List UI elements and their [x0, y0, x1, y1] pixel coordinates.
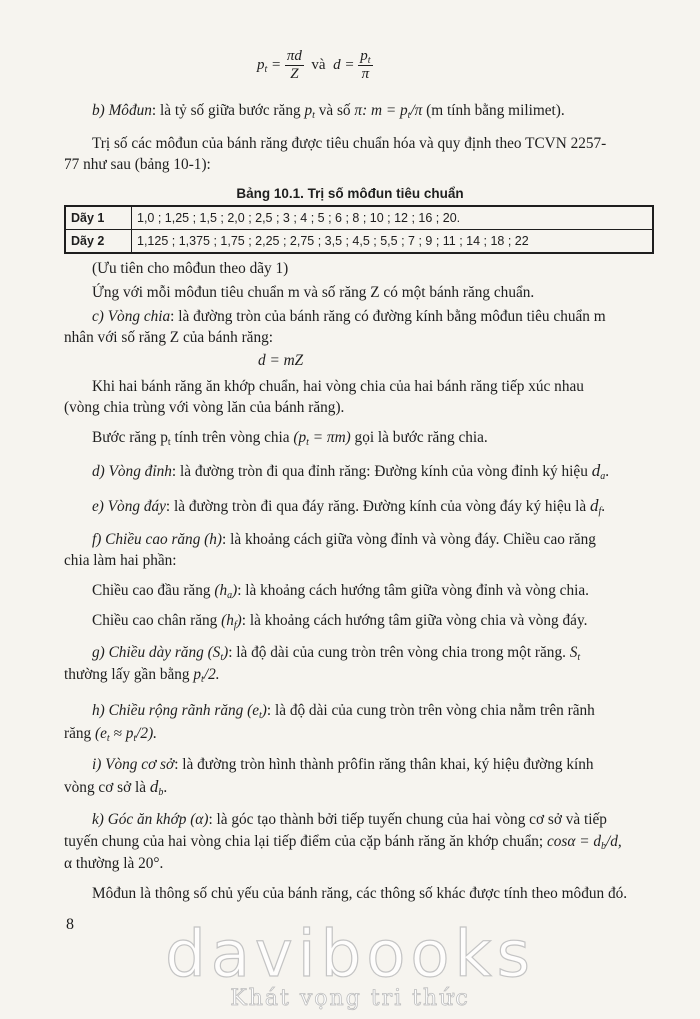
summary-line: Môđun là thông số chủ yếu của bánh răng, các thông số khác được tính theo môđun đó.	[92, 885, 628, 902]
intro-line-1: Trị số các môđun của bánh răng được tiêu chuẩn hóa và quy định theo TCVN 2257-	[92, 135, 607, 152]
para-c-line-2: nhân với số răng Z của bánh răng:	[64, 329, 274, 346]
table-row	[65, 206, 653, 230]
fraction-pi-d-over-z: $\frac{\pi d}{Z}$	[286, 48, 302, 82]
fraction-pt-over-pi: $\frac{p_t}{\pi}$	[360, 48, 371, 82]
module-table	[64, 205, 654, 254]
para-k-line-1: k) Góc ăn khớp (α): là góc tạo thành bởi tiếp tuyến chung của hai vòng cơ sở và tiếp	[92, 811, 607, 828]
page-number: 8	[66, 916, 74, 933]
std-gear-text: Ứng với mỗi môđun tiêu chuẩn m và số răng Z có một bánh răng chuẩn.	[92, 284, 535, 301]
para-b-modun: b) Môđun: là tỷ số giữa bước răng $p_t$ và số π: $m = p_t/\pi$ (m tính bằng milimet).	[92, 102, 565, 121]
para-e-root-circle: e) Vòng đáy: là đường tròn đi qua đáy răng. Đường kính của vòng đáy ký hiệu là $d_f$.	[92, 496, 606, 517]
para-k-line-3: α thường là 20°.	[64, 855, 164, 872]
para-d-tip-circle: d) Vòng đỉnh: là đường tròn đi qua đỉnh răng: Đường kính của vòng đỉnh ký hiệu $d_a$.	[92, 461, 610, 482]
para-f-line-1: f) Chiều cao răng (h): là khoảng cách giữa vòng đỉnh và vòng đáy. Chiều cao răng	[92, 531, 596, 548]
row-values: 1,0 ; 1,25 ; 1,5 ; 2,0 ; 2,5 ; 3 ; 4 ; 5 ; 6 ; 8 ; 10 ; 12 ; 16 ; 20.	[132, 206, 654, 230]
mesh-line-2: (vòng chia trùng với vòng lăn của bánh răng).	[64, 399, 345, 416]
pitch-line: Bước răng $p_t$ tính trên vòng chia $(p_t = \pi m)$ gọi là bước răng chia.	[92, 429, 488, 448]
addendum-line: Chiều cao đầu răng $(h_a)$: là khoảng cách hướng tâm giữa vòng đỉnh và vòng chia.	[92, 582, 589, 601]
para-h-line-2: răng $(e_t \approx p_t/2)$.	[64, 725, 157, 744]
intro-line-2: 77 như sau (bảng 10-1):	[64, 156, 211, 173]
para-i-line-1: i) Vòng cơ sở: là đường tròn hình thành prôfin răng thân khai, ký hiệu đường kính	[92, 756, 594, 773]
para-h-line-1: h) Chiều rộng rãnh răng $(e_t)$: là độ dài của cung tròn trên vòng chia nằm trên rãnh	[92, 702, 595, 721]
watermark-brand: davibooks	[165, 918, 535, 992]
table-row	[65, 230, 653, 254]
row-label: Dãy 2	[65, 230, 132, 254]
para-c-line-1: c) Vòng chia: là đường tròn của bánh răng có đường kính bằng môđun tiêu chuẩn m	[92, 308, 606, 325]
para-f-line-2: chia làm hai phần:	[64, 552, 177, 569]
dedendum-line: Chiều cao chân răng $(h_f)$: là khoảng cách hướng tâm giữa vòng chia và vòng đáy.	[92, 612, 588, 631]
table-title: Bảng 10.1. Trị số môđun tiêu chuẩn	[236, 186, 464, 201]
para-k-line-2: tuyến chung của hai vòng chia lại tiếp điểm của cặp bánh răng ăn khớp chuẩn; $\cos\alpha = d_b/d$,	[64, 833, 622, 852]
row-label: Dãy 1	[65, 206, 132, 230]
para-i-line-2: vòng cơ sở là $d_b$.	[64, 777, 168, 798]
table-note: (Ưu tiên cho môđun theo dãy 1)	[92, 260, 289, 277]
watermark-tagline: Khát vọng tri thức	[230, 986, 470, 1011]
para-g-line-2: thường lấy gần bằng $p_t/2$.	[64, 666, 220, 685]
mesh-line-1: Khi hai bánh răng ăn khớp chuẩn, hai vòng chia của hai bánh răng tiếp xúc nhau	[92, 378, 584, 395]
formula-d-mz: d = mZ	[258, 352, 304, 369]
para-g-line-1: g) Chiều dày răng $(S_t)$: là độ dài của cung tròn trên vòng chia trong một răng. $S_t$	[92, 644, 581, 663]
formula-pitch: $p_t$ = $\frac{\pi d}{Z}$ và d = $\frac{p_t}{\pi}$	[257, 48, 371, 82]
row-values: 1,125 ; 1,375 ; 1,75 ; 2,25 ; 2,75 ; 3,5 ; 4,5 ; 5,5 ; 7 ; 9 ; 11 ; 14 ; 18 ; 22	[132, 230, 654, 254]
